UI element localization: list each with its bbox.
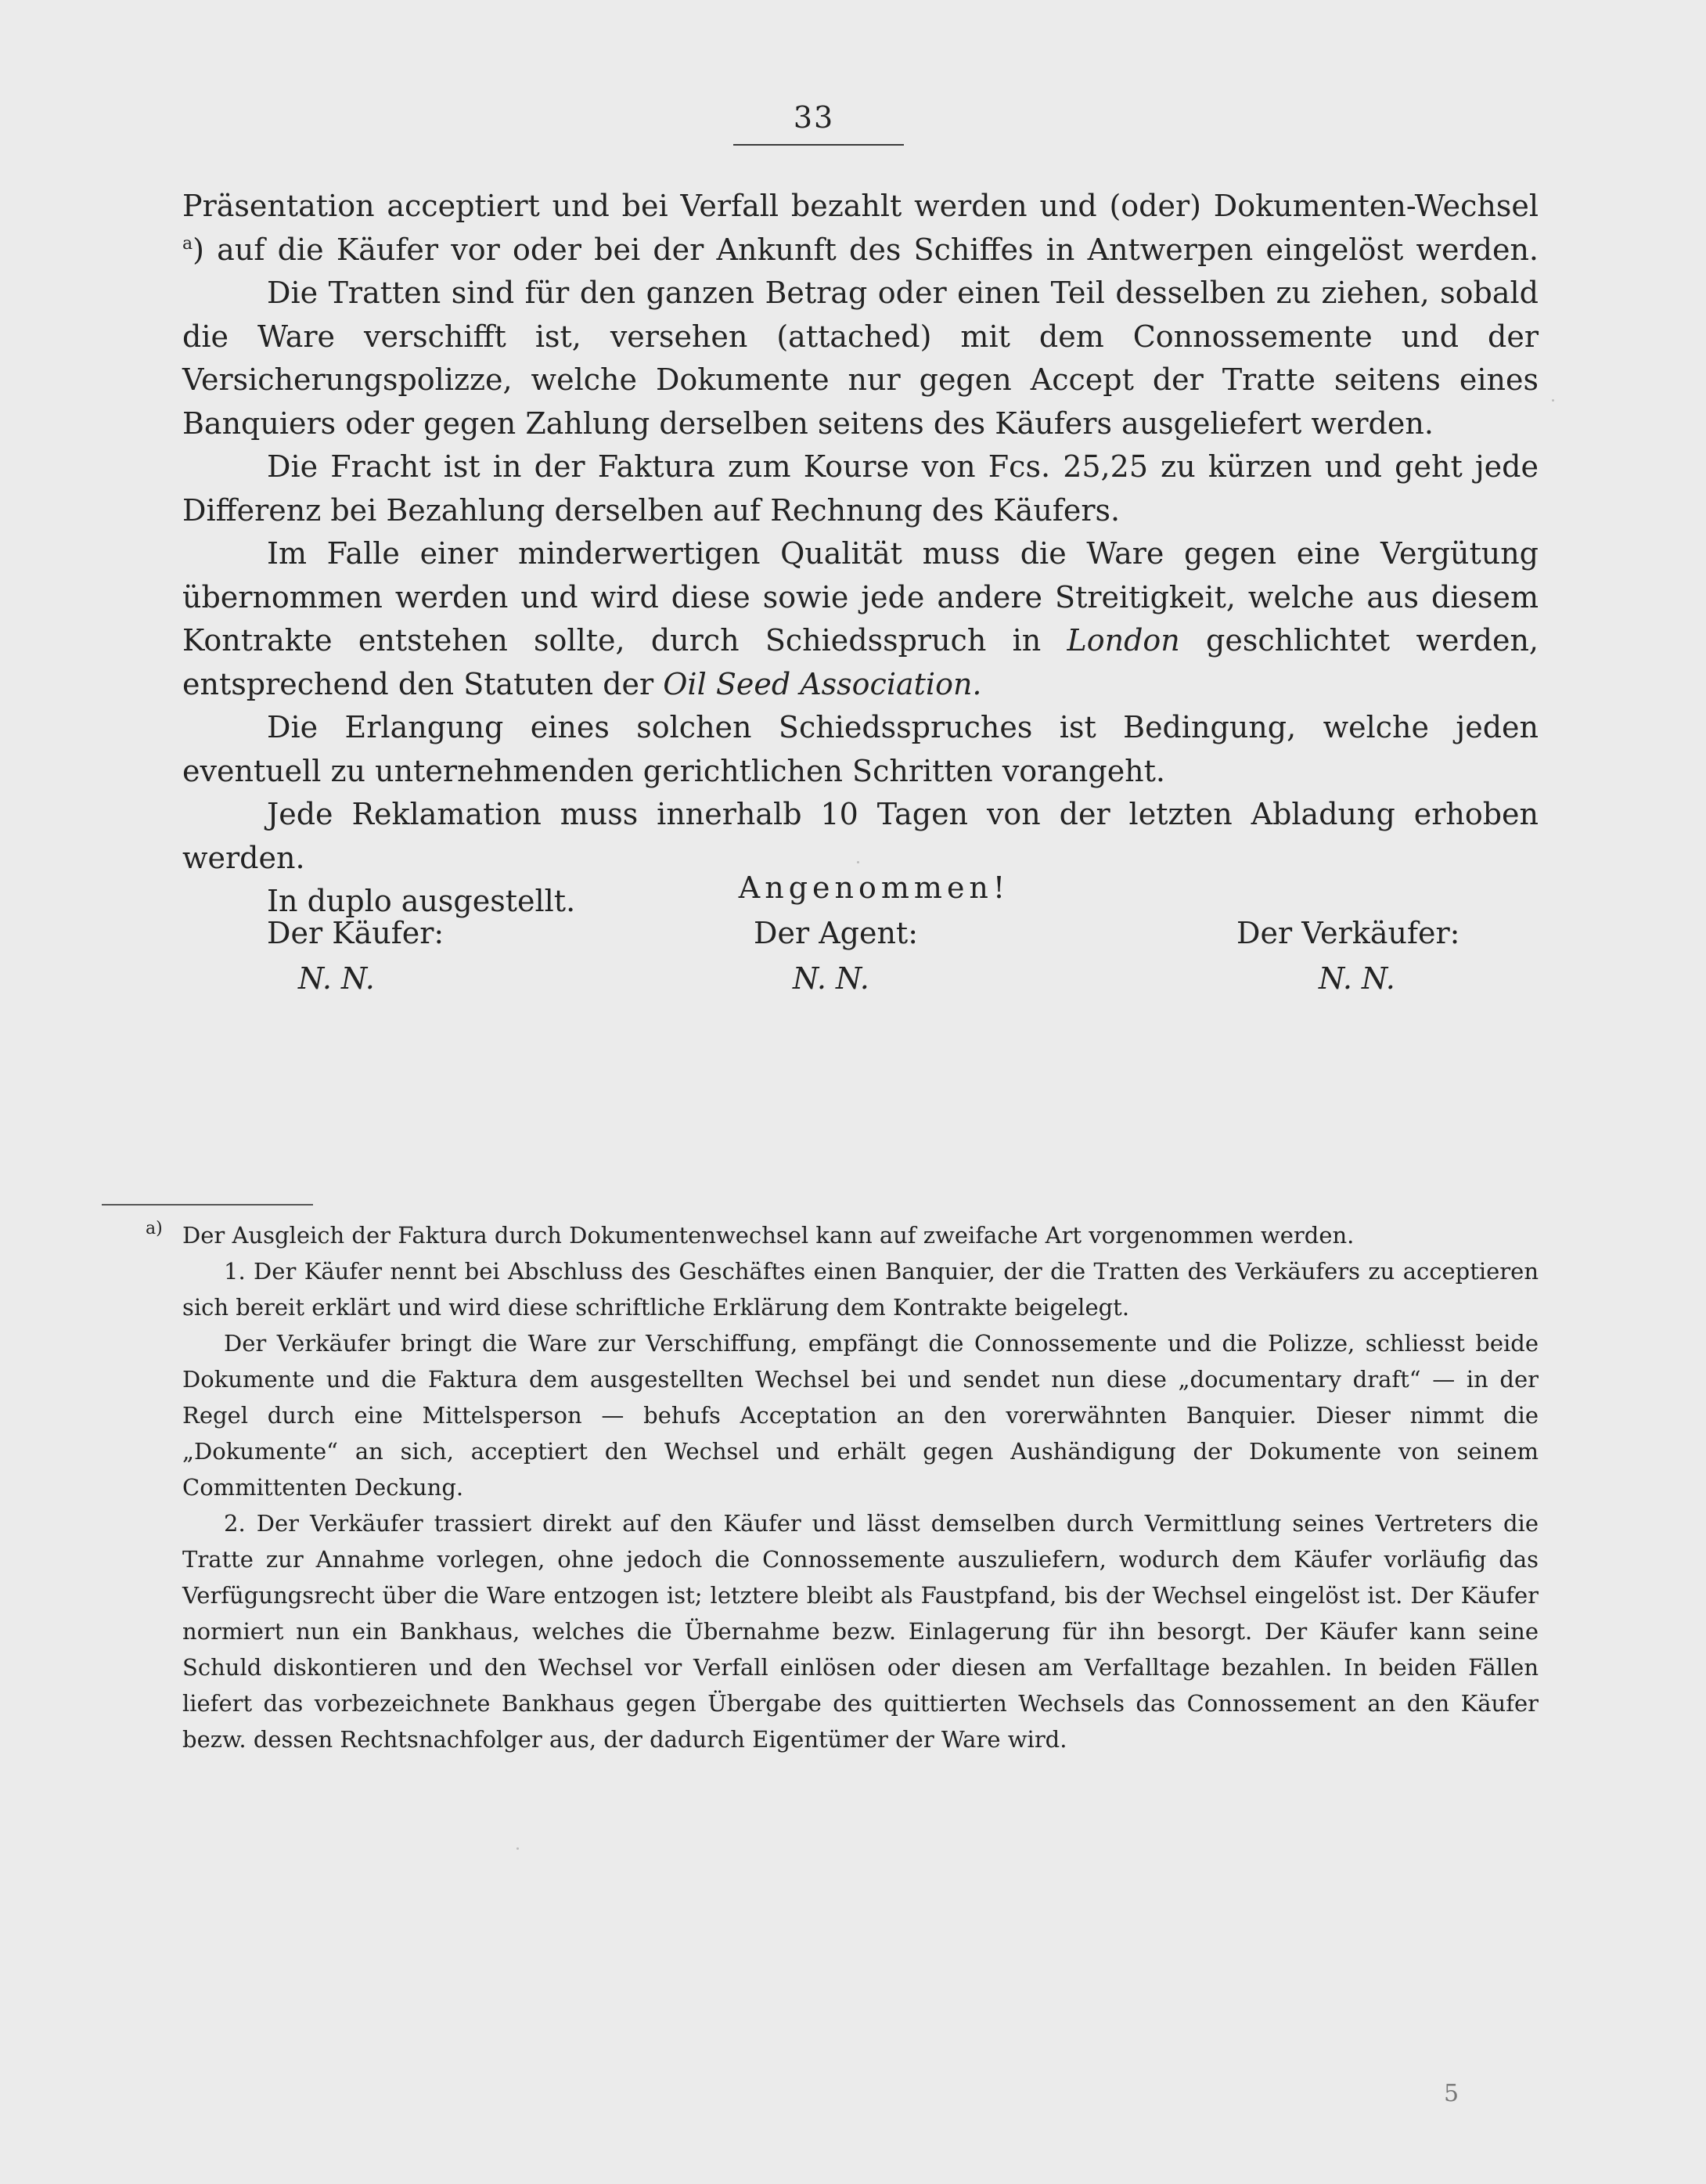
footnote-intro (146, 1217, 1539, 1253)
signature-buyer (267, 910, 444, 1001)
signature-block (182, 865, 1539, 1001)
paragraph-4 (182, 532, 1539, 706)
buyer-name: N. N. (298, 961, 375, 996)
paragraph-2: Die Tratten sind für den ganzen Betrag oder einen Teil desselben zu ziehen, sobald die Ware verschifft ist, versehen (attached) mit dem Connossemente und der Versicherungspolizze, welche Dokumente nur gegen Accept der Tratte seitens eines Banquiers oder gegen Zahlung derselben seitens des Käufers ausgeliefert werden. (182, 276, 1539, 441)
page-number: 33 (793, 100, 835, 135)
paragraph-1-text-cont: ) auf die Käufer vor oder bei der Ankunft des Schiffes in Antwerpen eingelöst werden. (193, 232, 1539, 267)
footnote-item-1-continued: Der Verkäufer bringt die Ware zur Verschiffung, empfängt die Connossemente und die Polizze, schliesst beide Dokumente und die Faktura dem ausgestellten Wechsel bei und sendet nun diese „documentary draft“ — in der Regel durch eine Mittelsperson — behufs Acceptation an den vorerwähnten Banquier. Dieser nimmt die „Dokumente“ an sich, acceptiert den Wechsel und erhält gegen Aushändigung der Dokumente von seinem Committenten Deckung. (182, 1330, 1539, 1501)
place-name: London (1067, 623, 1180, 658)
buyer-role: Der Käufer: (267, 916, 444, 950)
paragraph-4-text: Im Falle einer minderwertigen Qualität muss die Ware gegen eine Vergütung übernommen werden und wird diese sowie jede andere Streitigkeit, welche aus diesem Kontrakte entstehen sollte, durch Schiedsspruch in (182, 536, 1539, 658)
footnote-item-1: 1. Der Käufer nennt bei Abschluss des Geschäftes einen Banquier, der die Tratten des Verkäufers zu acceptieren sich bereit erklärt und wird diese schriftliche Erklärung dem Kontrakte beigelegt. (182, 1258, 1539, 1321)
scan-speck (1552, 399, 1554, 402)
footnotes (146, 1217, 1539, 1757)
footnote-marker: a) (146, 1219, 163, 1238)
paragraph-5: Die Erlangung eines solchen Schiedsspruches ist Bedingung, welche jeden eventuell zu unternehmenden gerichtlichen Schritten vorangeht. (182, 710, 1539, 788)
paragraph-6: Jede Reklamation muss innerhalb 10 Tagen von der letzten Abladung erhoben werden. (182, 797, 1539, 875)
footnote-item-2: 2. Der Verkäufer trassiert direkt auf den Käufer und lässt demselben durch Vermittlung seines Vertreters die Tratte zur Annahme vorlegen, ohne jedoch die Connossemente auszuliefern, wodurch dem Käufer vorläufig das Verfügungsrecht über die Ware entzogen ist; letztere bleibt als Faustpfand, bis der Wechsel eingelöst ist. Der Käufer normiert nun ein Bankhaus, welches die Übernahme bezw. Einlagerung für ihn besorgt. Der Käufer kann seine Schuld diskontieren und den Wechsel vor Verfall einlösen oder diesen am Verfalltage bezahlen. In beiden Fällen liefert das vorbezeichnete Bankhaus gegen Übergabe des quittierten Wechsels das Connossement an den Käufer bezw. dessen Rechtsnachfolger aus, der dadurch Eigentümer der Ware wird. (182, 1510, 1539, 1753)
scan-speck (857, 861, 859, 863)
signature-mark: 5 (1444, 2080, 1459, 2107)
paragraph-4-text-cont: geschlichtet werden, entsprechend den Statuten der (182, 623, 1539, 701)
signature-row (182, 910, 1539, 1001)
footnote-rule (102, 1204, 313, 1206)
accepted-heading: Angenommen! (738, 870, 1010, 905)
paragraph-1 (182, 185, 1539, 272)
seller-name: N. N. (1319, 961, 1395, 996)
scan-speck (516, 1847, 519, 1850)
signature-agent (754, 910, 918, 1001)
signature-seller (1236, 910, 1459, 1001)
seller-role: Der Verkäufer: (1236, 916, 1460, 950)
paragraph-3: Die Fracht ist in der Faktura zum Kourse von Fcs. 25,25 zu kürzen und geht jede Differenz bei Bezahlung derselben auf Rechnung des Käufers. (182, 449, 1539, 528)
paragraph-7: In duplo ausgestellt. (267, 884, 576, 918)
contract-text (182, 185, 1539, 924)
agent-name: N. N. (793, 961, 869, 996)
footnote-intro-text: Der Ausgleich der Faktura durch Dokumentenwechsel kann auf zweifache Art vorgenommen werden. (182, 1222, 1355, 1249)
footnote-reference: a (182, 233, 193, 254)
paragraph-1-text: Präsentation acceptiert und bei Verfall bezahlt werden und (oder) Dokumenten-Wechsel (182, 189, 1539, 223)
association-name: Oil Seed Association. (663, 666, 982, 701)
page-number-rule (733, 144, 904, 146)
agent-role: Der Agent: (754, 916, 919, 950)
